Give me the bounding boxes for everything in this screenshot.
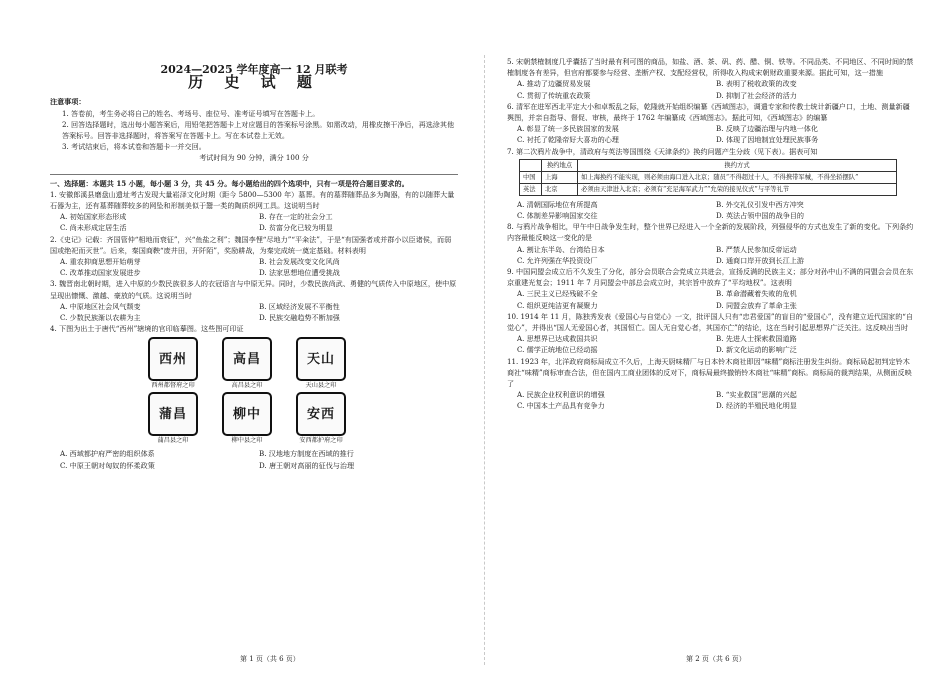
seal-caption: 天山县之印 — [305, 382, 337, 390]
question-stem: 7. 第二次鸦片战争中，清政府与英法等国围绕《天津条约》换约问题产生分歧（见下表）。据表可知 — [507, 146, 818, 156]
option-c: C. 改革推动国家发展进步 — [60, 268, 141, 278]
question-2 — [50, 234, 458, 279]
option-b: B. 先进人士探索救国道路 — [716, 334, 797, 344]
option-d: D. 体现了因地制宜处理民族事务 — [716, 135, 819, 145]
page-number-left: 第 1 页（共 6 页） — [240, 655, 300, 663]
question-4 — [50, 323, 458, 471]
seal-caption: 西州都督府之印 — [151, 382, 195, 390]
question-6 — [507, 101, 915, 146]
option-c: C. 组织更纯洁更有凝聚力 — [517, 300, 598, 310]
option-d: D. 英法占领中国的战争目的 — [716, 211, 804, 221]
question-10 — [507, 311, 915, 356]
table-header-blank — [520, 159, 542, 171]
option-b: B. “实业救国”思潮的兴起 — [716, 390, 797, 400]
table-cell-place: 上海 — [541, 171, 577, 183]
section-heading: 一、选择题：本题共 15 小题，每小题 3 分，共 45 分。每小题给出的四个选项中，只有一项是符合题目要求的。 — [50, 174, 458, 189]
option-d: D. 法家思想地位遭受挑战 — [259, 268, 340, 278]
option-d: D. 贫富分化已较为明显 — [259, 223, 333, 233]
seal-stamp-image: 安西 — [296, 392, 346, 436]
seal-figure — [144, 337, 458, 445]
question-5 — [507, 56, 915, 101]
question-stem: 10. 1914 年 11 月，陈独秀发表《爱国心与自觉心》一文，批评国人只有“忠君爱国”的盲目的“爱国心”，没有建立近代国家的“自觉心”，并得出“国人无爱国心者，其国恒亡。国人无自觉心者，其国亦亡”的结论，这在当时引起思想界广泛关注。这反映出当时 — [507, 311, 914, 333]
option-b: B. 存在一定的社会分工 — [259, 212, 333, 222]
option-b: B. 社会发展改变文化风尚 — [259, 257, 340, 267]
seal-caption: 高昌县之印 — [231, 382, 263, 390]
option-c: C. 衬托了乾隆帝好大喜功的心理 — [517, 135, 619, 145]
option-c: C. 贯彻了传统重农政策 — [517, 90, 591, 100]
option-c: C. 儒学正统地位已经动摇 — [517, 345, 598, 355]
right-column — [507, 56, 915, 412]
option-c: C. 中原王朝对匈奴的怀柔政策 — [60, 460, 155, 470]
option-a: A. 思想界已达成救国共识 — [517, 334, 598, 344]
option-a: A. 西域都护府严密的组织体系 — [60, 449, 155, 459]
question-stem: 3. 魏晋南北朝时期，进入中原的少数民族很多人的衣冠语言与中原无异。同时，少数民族尚武、勇健的气质传入中原地区，使中原呈现出慷慨、激越、豪放的气质。这说明当时 — [50, 279, 457, 300]
option-b: B. 区域经济发展不平衡性 — [259, 301, 340, 311]
seal — [144, 337, 202, 390]
page-number-right: 第 2 页（共 6 页） — [686, 655, 746, 663]
option-a: A. 推动了边疆贸易发展 — [517, 79, 591, 89]
option-d: D. 新文化运动的影响广泛 — [716, 345, 797, 355]
option-b: B. 汉地地方制度在西域的推行 — [259, 449, 354, 459]
exam-title: 2024—2025 学年度高一 12 月联考 — [160, 63, 348, 76]
subject-title: 历 史 试 题 — [188, 73, 320, 92]
option-a: A. 割让东半岛、台湾给日本 — [517, 244, 605, 254]
question-stem: 11. 1923 年，北洋政府商标局成立不久后，上海天厨味精厂与日本铃木商社即因“味精”商标注册发生纠纷。商标局起初判定铃木商社“味精”商标审查合法，但在国内工商业团体的反对下，商标局最终撤销铃木商社“味精”商标。商标局的裁判结果，从侧面反映了 — [507, 356, 912, 389]
question-stem: 5. 宋朝禁榷制度几乎囊括了当时最有利可图的商品，如盐、酒、茶、矾、药、醋、铜、铁等。不同品类、不同地区、不同时间的禁榷制度各有差异，但官府都要参与经营、垄断产权、支配经营权，所得收入构成宋朝财政重要来源。据此可知，这一措施 — [507, 57, 914, 78]
notice-heading: 注意事项： — [50, 97, 86, 107]
seal-caption: 蒲昌县之印 — [157, 437, 189, 445]
question-3 — [50, 278, 458, 323]
option-d: D. 同盟会放弃了革命主张 — [716, 300, 797, 310]
option-c: C. 体制差异影响国家交往 — [517, 211, 598, 221]
question-stem: 2.《史记》记载：齐国管仲“相地而衰征”，兴“鱼盐之利”；魏国李悝“尽地力”“平籴法”，于是“有国强者或并群小以臣诸侯，而弱国或绝祀而灭世”。后来，秦国商鞅“废井田，开阡陌”，奖励耕战，为秦完成统一奠定基础。材料表明 — [50, 234, 452, 255]
treaty-exchange-table — [519, 159, 897, 196]
seal-stamp-image: 高昌 — [222, 337, 272, 381]
option-c: C. 尚未形成定居生活 — [60, 223, 127, 233]
option-a: A. 清朝国际地位有所提高 — [517, 199, 598, 209]
option-b: B. 表明了税收政策的改变 — [716, 79, 797, 89]
question-stem: 6. 清军在进军西北平定大小和卓叛乱之际，乾隆就开始组织编纂《西域图志》，调遣专家和传教士统计新疆户口，土地、测量新疆舆图，并亲自指导、督促、审核，最终于 1762 年编纂成《西域图志》。据此可知，《西域图志》的编纂 — [507, 101, 910, 123]
seal — [292, 337, 350, 390]
option-b: B. 反映了边疆治理与内地一体化 — [716, 124, 818, 134]
notice-item: 3. 考试结束后，将本试卷和答题卡一并交回。 — [62, 142, 206, 152]
question-stem: 9. 中国同盟会成立后不久发生了分化，部分会员联合会党成立共进会，宣扬反满的民族主义；部分对孙中山不满的同盟会会员在东京重建光复会；1911 年 7 月同盟会中部总会成立时，其宗旨中放弃了“平均地权”。这表明 — [507, 267, 914, 288]
option-c: C. 少数民族渐以农耕为主 — [60, 313, 141, 323]
option-a: A. 重农抑商思想开始萌芽 — [60, 257, 141, 267]
table-cell-method: 必须由天津进入北京；必须有“充足海军武力”“允荣的接见仪式”与平等礼节 — [578, 183, 897, 195]
seal-stamp-image: 柳中 — [222, 392, 272, 436]
option-a: A. 初始国家形态形成 — [60, 212, 127, 222]
table-header: 换约地点 — [541, 159, 577, 171]
table-cell-party: 英法 — [520, 183, 542, 195]
option-a: A. 三民主义已经残破不全 — [517, 289, 598, 299]
option-b: B. 革命潜藏着失败的危机 — [716, 289, 797, 299]
seal-stamp-image: 天山 — [296, 337, 346, 381]
notice-item: 1. 答卷前，考生务必将自己的姓名、考场号、座位号、准考证号填写在答题卡上。 — [62, 108, 320, 118]
seal — [144, 392, 202, 445]
notice-item: 2. 回答选择题时，选出每小题答案后，用铅笔把答题卡上对应题目的答案标号涂黑。如需改动，用橡皮擦干净后，再选涂其他答案标号。回答非选择题时，将答案写在答题卡上。写在本试卷上无效。 — [62, 119, 455, 141]
table-header: 换约方式 — [578, 159, 897, 171]
option-b: B. 严禁人民参加反帝运动 — [716, 244, 797, 254]
option-a: A. 彰显了统一多民族国家的发展 — [517, 124, 619, 134]
option-a: A. 中原地区社会风气颓变 — [60, 301, 141, 311]
question-8 — [507, 221, 915, 266]
question-stem: 4. 下图为出土于唐代“西州”辖境的官印临摹图。这些图可印证 — [50, 324, 244, 334]
question-11 — [507, 356, 915, 412]
seal — [218, 392, 276, 445]
table-header-row — [520, 159, 897, 171]
option-d: D. 民族交融趋势不断加强 — [259, 313, 340, 323]
table-cell-method: 如上海换约不能实现，则必须由海口进入北京；随员“不得超过十人，不得携带军械，不得坐轿摆队” — [578, 171, 897, 183]
seal — [292, 392, 350, 445]
option-d: D. 经济的半殖民地化明显 — [716, 401, 797, 411]
question-9 — [507, 266, 915, 311]
option-b: B. 外交礼仪引发中西方冲突 — [716, 199, 804, 209]
seal-stamp-image: 蒲昌 — [148, 392, 198, 436]
option-d: D. 通商口岸开放到长江上游 — [716, 255, 804, 265]
left-column — [50, 52, 458, 471]
table-row — [520, 183, 897, 195]
question-stem: 8. 与鸦片战争相比，甲午中日战争发生时，整个世界已经进入一个全新的发展阶段，列强侵华的方式也发生了新的变化。下列条约内容最能反映这一变化的是 — [507, 222, 914, 243]
option-a: A. 民族企业权利意识的增强 — [517, 390, 605, 400]
exam-time: 考试时间为 90 分钟，满分 100 分 — [199, 153, 309, 163]
question-7 — [507, 146, 915, 222]
question-1 — [50, 189, 458, 234]
seal-caption: 柳中县之印 — [231, 437, 263, 445]
seal-stamp-image: 西州 — [148, 337, 198, 381]
column-divider — [484, 55, 485, 665]
option-d: D. 抑制了社会经济的活力 — [716, 90, 797, 100]
table-cell-party: 中国 — [520, 171, 542, 183]
option-c: C. 中国本土产品具有竞争力 — [517, 401, 605, 411]
option-c: C. 允许列强在华投资设厂 — [517, 255, 598, 265]
table-cell-place: 北京 — [541, 183, 577, 195]
seal-caption: 安西都护府之印 — [299, 437, 343, 445]
option-d: D. 唐王朝对高丽的征伐与治理 — [259, 460, 355, 470]
table-row — [520, 171, 897, 183]
question-stem: 1. 安徽郎溪县磨盘山遗址考古发现大量崧泽文化时期（距今 5800—5300 年）墓葬。有的墓葬随葬品多为陶器，有的以随葬大量石器为主，还有墓葬随葬较多的网坠和形制美似于鬶一类的陶质织网工具。这说明当时 — [50, 189, 455, 211]
seal — [218, 337, 276, 390]
